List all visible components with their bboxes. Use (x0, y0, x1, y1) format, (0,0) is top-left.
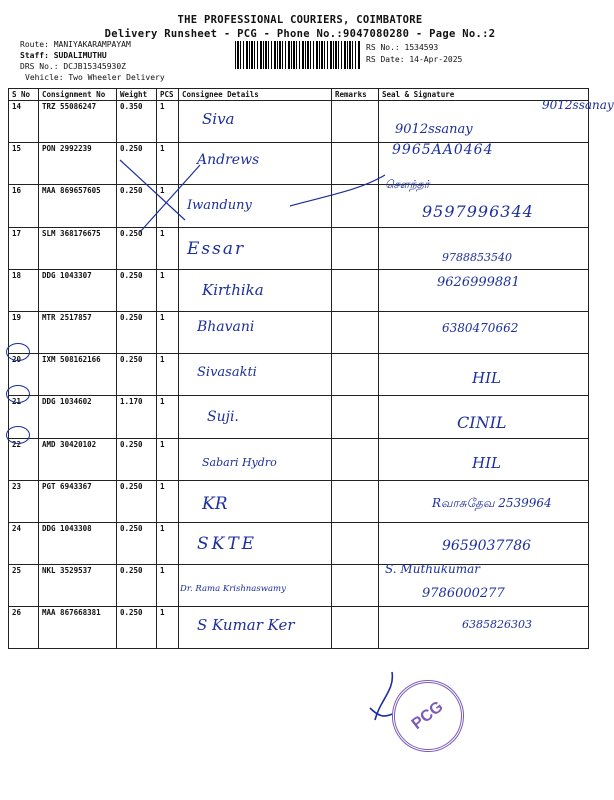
col-signature: Seal & Signature (379, 89, 589, 101)
pcg-stamp: PCG (377, 665, 478, 766)
consignment-number: AMD 30420102 (39, 438, 117, 480)
handwritten-signature: 9012ssanay (542, 98, 614, 112)
weight: 0.250 (117, 565, 157, 607)
consignment-number: PON 2992239 (39, 143, 117, 185)
route: Route: MANIYAKARAMPAYAM (20, 40, 131, 49)
handwritten-signature: 6380470662 (442, 320, 519, 335)
col-weight: Weight (117, 89, 157, 101)
pieces: 1 (157, 607, 179, 649)
serial-number: 25 (9, 565, 39, 607)
pieces: 1 (157, 311, 179, 353)
serial-number: 15 (9, 143, 39, 185)
weight: 0.250 (117, 227, 157, 269)
handwritten-name: Siva (202, 110, 235, 128)
vehicle: Vehicle: Two Wheeler Delivery (25, 73, 165, 82)
handwritten-name: Essar (187, 238, 246, 259)
weight: 0.250 (117, 269, 157, 311)
serial-number: 24 (9, 522, 39, 564)
serial-number: 23 (9, 480, 39, 522)
serial-number: 21 (9, 396, 39, 438)
handwritten-name: Sivasakti (197, 365, 257, 381)
weight: 0.250 (117, 607, 157, 649)
serial-number: 16 (9, 185, 39, 227)
consignment-number: DDG 1043308 (39, 522, 117, 564)
serial-number: 20 (9, 354, 39, 396)
handwritten-signature: HIL (472, 453, 501, 472)
weight: 0.250 (117, 522, 157, 564)
signature-25-name: S. Muthukumar (385, 562, 480, 576)
drs-number: DRS No.: DCJB15345930Z (20, 62, 126, 71)
pieces: 1 (157, 522, 179, 564)
pieces: 1 (157, 565, 179, 607)
handwritten-name: KR (202, 493, 228, 514)
consignment-number: MTR 2517857 (39, 311, 117, 353)
consignment-number: MAA 869657605 (39, 185, 117, 227)
serial-number: 26 (9, 607, 39, 649)
weight: 0.250 (117, 311, 157, 353)
pieces: 1 (157, 269, 179, 311)
weight: 0.250 (117, 354, 157, 396)
serial-number: 18 (9, 269, 39, 311)
handwritten-name: SKTE (197, 533, 258, 554)
weight: 0.250 (117, 480, 157, 522)
handwritten-name: Kirthika (202, 280, 264, 299)
handwritten-signature: 9597996344 (422, 202, 534, 222)
consignment-number: SLM 368176675 (39, 227, 117, 269)
pieces: 1 (157, 227, 179, 269)
consignment-number: PGT 6943367 (39, 480, 117, 522)
pieces: 1 (157, 185, 179, 227)
consignment-number: TRZ 55086247 (39, 101, 117, 143)
document-title: THE PROFESSIONAL COURIERS, COIMBATORE (177, 14, 423, 26)
weight: 0.250 (117, 143, 157, 185)
pieces: 1 (157, 101, 179, 143)
weight: 0.350 (117, 101, 157, 143)
handwritten-name: Dr. Rama Krishnaswamy (180, 584, 286, 595)
rs-number: RS No.: 1534593 (366, 43, 439, 52)
staff: Staff: SUDALIMUTHU (20, 51, 107, 60)
serial-number: 22 (9, 438, 39, 480)
consignment-number: DDG 1043307 (39, 269, 117, 311)
signature-14-name: 9012ssanay (395, 122, 473, 137)
col-consignee: Consignee Details (179, 89, 332, 101)
handwritten-name: Andrews (197, 152, 260, 169)
consignment-number: NKL 3529537 (39, 565, 117, 607)
serial-number: 19 (9, 311, 39, 353)
handwritten-name: Sabari Hydro (202, 455, 277, 469)
serial-number: 14 (9, 101, 39, 143)
handwritten-name: S Kumar Ker (197, 616, 295, 635)
pieces: 1 (157, 354, 179, 396)
handwritten-signature: 9788853540 (442, 250, 512, 264)
pieces: 1 (157, 438, 179, 480)
handwritten-signature: Rவாசுதேவ 2539964 (432, 495, 552, 510)
handwritten-signature: HIL (472, 369, 501, 388)
handwritten-name: Iwanduny (187, 198, 252, 214)
rs-date: RS Date: 14-Apr-2025 (366, 55, 463, 64)
handwritten-name: Bhavani (197, 318, 255, 335)
weight: 0.250 (117, 438, 157, 480)
handwritten-signature: CINIL (457, 413, 507, 433)
pieces: 1 (157, 396, 179, 438)
consignment-number: IXM 508162166 (39, 354, 117, 396)
handwritten-signature: 6385826303 (462, 618, 532, 632)
consignment-number: MAA 867668381 (39, 607, 117, 649)
col-consignment: Consignment No (39, 89, 117, 101)
pieces: 1 (157, 143, 179, 185)
handwritten-name: Suji. (207, 409, 239, 426)
handwritten-signature: 9659037786 (442, 537, 532, 554)
col-pcs: PCS (157, 89, 179, 101)
handwritten-signature: 9786000277 (422, 586, 505, 602)
weight: 1.170 (117, 396, 157, 438)
handwritten-signature: 9965AA0464 (392, 142, 494, 159)
weight: 0.250 (117, 185, 157, 227)
signature-16-tamil: சௌந்தர் (385, 178, 430, 191)
consignment-number: DDG 1034602 (39, 396, 117, 438)
col-remarks: Remarks (332, 89, 379, 101)
serial-number: 17 (9, 227, 39, 269)
runsheet-subtitle: Delivery Runsheet - PCG - Phone No.:9047080280 - Page No.:2 (104, 28, 496, 40)
handwritten-signature: 9626999881 (437, 274, 520, 290)
col-sno: S No (9, 89, 39, 101)
pieces: 1 (157, 480, 179, 522)
